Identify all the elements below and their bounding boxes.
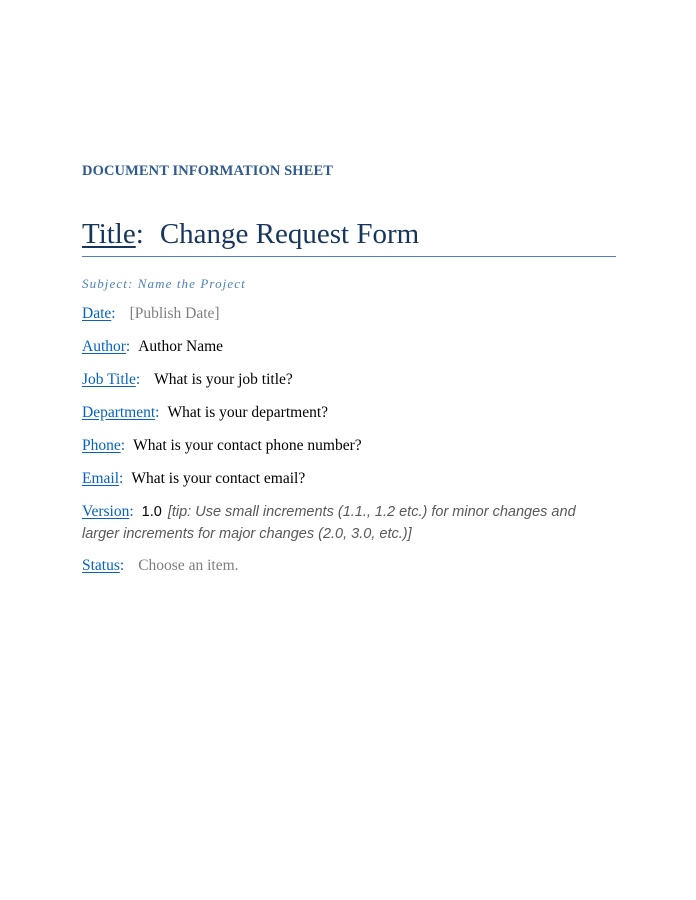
email-value[interactable]: What is your contact email? bbox=[131, 470, 306, 487]
field-version bbox=[82, 501, 616, 545]
subject-line[interactable]: Subject: Name the Project bbox=[82, 276, 246, 291]
department-value[interactable]: What is your department? bbox=[167, 404, 329, 421]
field-job-title bbox=[82, 371, 293, 389]
date-label[interactable]: Date bbox=[82, 305, 112, 322]
version-value[interactable]: 1.0 bbox=[141, 504, 162, 520]
status-label[interactable]: Status bbox=[82, 557, 120, 574]
date-value[interactable]: [Publish Date] bbox=[129, 305, 220, 322]
phone-colon: : bbox=[120, 437, 126, 454]
phone-label[interactable]: Phone bbox=[82, 437, 121, 454]
field-status bbox=[82, 557, 239, 575]
author-value[interactable]: Author Name bbox=[138, 338, 224, 355]
version-colon: : bbox=[129, 503, 134, 520]
status-colon: : bbox=[119, 557, 125, 574]
sheet-heading: DOCUMENT INFORMATION SHEET bbox=[82, 163, 334, 179]
author-label[interactable]: Author bbox=[82, 338, 126, 355]
job-title-label[interactable]: Job Title bbox=[82, 371, 136, 388]
title-colon: : bbox=[135, 218, 144, 250]
field-phone bbox=[82, 437, 362, 455]
date-colon: : bbox=[111, 305, 116, 322]
title-value[interactable]: Change Request Form bbox=[159, 218, 420, 250]
job-title-colon: : bbox=[135, 371, 141, 388]
status-dropdown[interactable]: Choose an item. bbox=[138, 557, 239, 574]
department-label[interactable]: Department bbox=[82, 404, 156, 421]
email-label[interactable]: Email bbox=[82, 470, 120, 487]
field-author bbox=[82, 338, 223, 356]
phone-value[interactable]: What is your contact phone number? bbox=[133, 437, 362, 454]
title-row bbox=[82, 218, 616, 257]
field-date bbox=[82, 305, 220, 323]
field-email bbox=[82, 470, 305, 488]
author-colon: : bbox=[125, 338, 131, 355]
job-title-value[interactable]: What is your job title? bbox=[154, 371, 293, 388]
field-department bbox=[82, 404, 328, 422]
version-tip: [tip: Use small increments (1.1., 1.2 etc.) for minor changes and larger increments for major changes (2.0, 3.0, etc.)] bbox=[82, 504, 576, 542]
version-label[interactable]: Version bbox=[82, 503, 130, 520]
department-colon: : bbox=[155, 404, 160, 421]
title-label: Title bbox=[82, 218, 136, 250]
email-colon: : bbox=[119, 470, 124, 487]
